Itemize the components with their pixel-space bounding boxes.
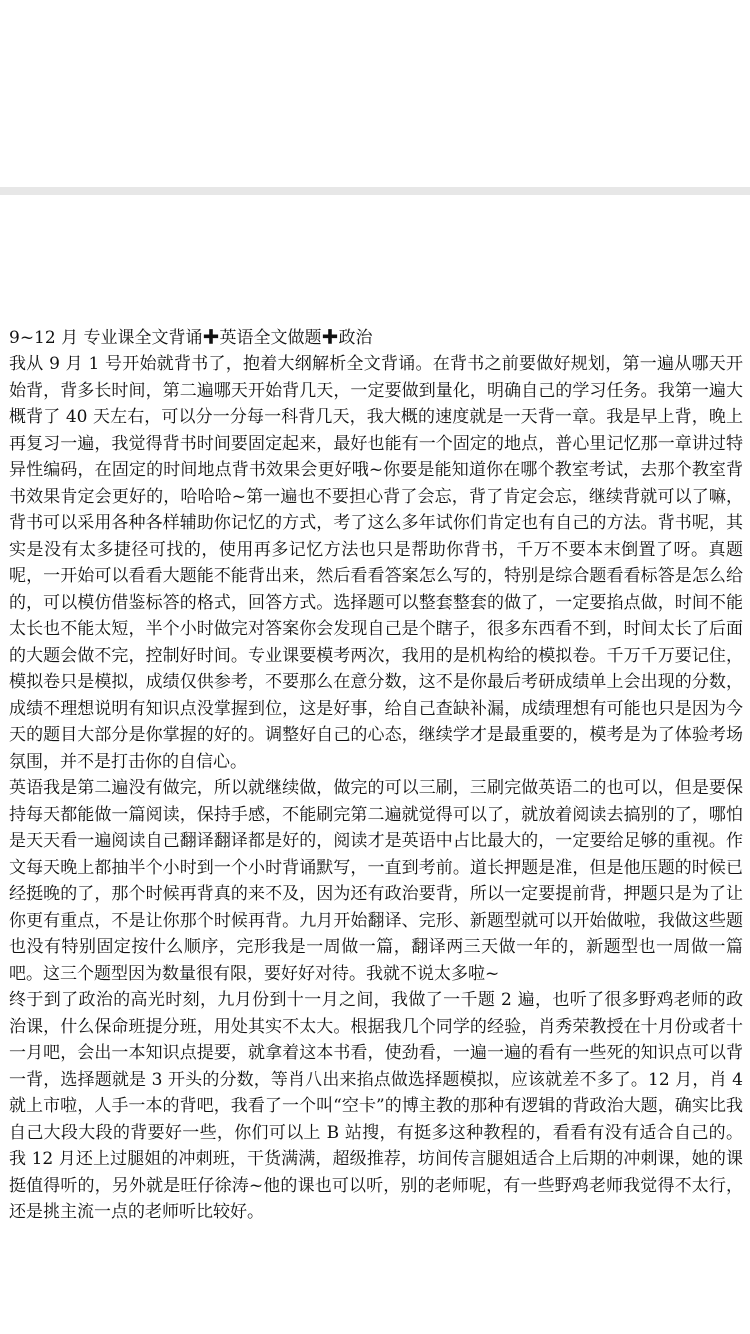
paragraph-professional-course: 我从 9 月 1 号开始就背书了，抱着大纲解析全文背诵。在背书之前要做好规划，第一遍从哪天开始背，背多长时间，第二遍哪天开始背几天，一定要做到量化，明确自己的学习任务。我第一遍大概背了 40 天左右，可以分一分每一科背几天，我大概的速度就是一天背一章。我是早上背，晚上再复习一遍，我觉得背书时间要固定起来，最好也能有一个固定的地点，普心里记忆那一章讲过特异性编码，在固定的时间地点背书效果会更好哦~你要是能知道你在哪个教室考试，去那个教室背书效果肯定会更好的，哈哈哈~第一遍也不要担心背了会忘，背了肯定会忘，继续背就可以了嘛，背书可以采用各种各样辅助你记忆的方式，考了这么多年试你们肯定也有自己的方法。背书呢，其实是没有太多捷径可找的，使用再多记忆方法也只是帮助你背书，千万不要本末倒置了呀。真题呢，一开始可以看看大题能不能背出来，然后看看答案怎么写的，特别是综合题看看标答是怎么给的，可以模仿借鉴标答的格式，回答方式。选择题可以整套整套的做了，一定要掐点做，时间不能太长也不能太短，半个小时做完对答案你会发现自己是个瞎子，很多东西看不到，时间太长了后面的大题会做不完，控制好时间。专业课要模考两次，我用的是机构给的模拟卷。千万千万要记住，模拟卷只是模拟，成绩仅供参考，不要那么在意分数，这不是你最后考研成绩单上会出现的分数，成绩不理想说明有知识点没掌握到位，这是好事，给自己查缺补漏，成绩理想有可能也只是因为今天的题目大部分是你掌握的好的。调整好自己的心态，继续学才是最重要的，模考是为了体验考场氛围，并不是打击你的自信心。 bbox=[9, 354, 743, 772]
paragraph-english: 英语我是第二遍没有做完，所以就继续做，做完的可以三刷，三刷完做英语二的也可以，但是要保持每天都能做一篇阅读，保持手感，不能刷完第二遍就觉得可以了，就放着阅读去搞别的了，哪怕是天天看一遍阅读自己翻译翻译都是好的，阅读才是英语中占比最大的，一定要给足够的重视。作文每天晚上都抽半个小时到一个小时背诵默写，一直到考前。道长押题是准，但是他压题的时候已经挺晚的了，那个时候再背真的来不及，因为还有政治要背，所以一定要提前背，押题只是为了让你更有重点，不是让你那个时候再背。九月开始翻译、完形、新题型就可以开始做啦，我做这些题也没有特别固定按什么顺序，完形我是一周做一篇，翻译两三天做一年的，新题型也一周做一篇吧。这三个题型因为数量很有限，要好好对待。我就不说太多啦~ bbox=[9, 778, 743, 984]
section-divider bbox=[0, 187, 750, 195]
article-body bbox=[9, 325, 743, 1226]
section-heading: 9~12 月 专业课全文背诵✚英语全文做题✚政治 bbox=[9, 328, 373, 348]
paragraph-politics: 终于到了政治的高光时刻，九月份到十一月之间，我做了一千题 2 遍，也听了很多野鸡老师的政治课，什么保命班提分班，用处其实不太大。根据我几个同学的经验，肖秀荣教授在十月份或者十一月吧，会出一本知识点提要，就拿着这本书看，使劲看，一遍一遍的看有一些死的知识点可以背一背，选择题就是 3 开头的分数，等肖八出来掐点做选择题模拟，应该就差不多了。12 月，肖 4 就上市啦，人手一本的背吧，我看了一个叫“空卡”的博主教的那种有逻辑的背政治大题，确实比我自己大段大段的背要好一些，你们可以上 B 站搜，有挺多这种教程的，看看有没有适合自己的。我 12 月还上过腿姐的冲刺班，干货满满，超级推荐，坊间传言腿姐适合上后期的冲刺课，她的课挺值得听的，另外就是旺仔徐涛~他的课也可以听，别的老师呢，有一些野鸡老师我觉得不太行，还是挑主流一点的老师听比较好。 bbox=[9, 990, 743, 1222]
